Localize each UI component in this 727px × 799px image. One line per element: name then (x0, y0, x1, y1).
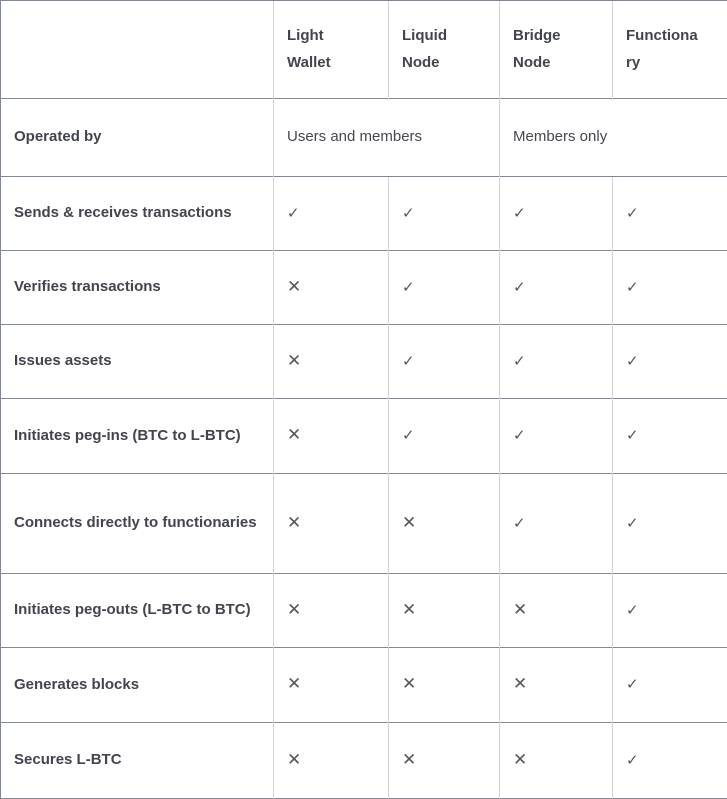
cross-icon: ✕ (402, 513, 416, 533)
mark-cell (389, 574, 500, 648)
row-generates-blocks (1, 648, 727, 723)
mark-cell (274, 474, 389, 574)
mark-cell (613, 474, 727, 574)
mark-cell (500, 325, 613, 399)
column-header-label: Liquid Node (402, 23, 478, 76)
mark-cell (500, 648, 613, 723)
check-icon: ✓ (402, 278, 415, 296)
check-icon: ✓ (402, 352, 415, 370)
check-icon: ✓ (626, 675, 639, 693)
mark-cell (274, 251, 389, 325)
mark-cell (389, 251, 500, 325)
mark-cell (389, 325, 500, 399)
cross-icon: ✕ (287, 750, 301, 770)
row-connects-directly-to-functionaries (1, 474, 727, 574)
cross-icon: ✕ (287, 277, 301, 297)
cross-icon: ✕ (287, 513, 301, 533)
row-label-initiates-peg-ins: Initiates peg-ins (BTC to L-BTC) (1, 399, 274, 474)
check-icon: ✓ (287, 204, 300, 222)
row-initiates-peg-ins (1, 399, 727, 474)
row-operated-by (1, 99, 727, 177)
column-header-functionary (613, 1, 727, 99)
check-icon: ✓ (626, 514, 639, 532)
operated-by-members-only-cell: Members only (500, 99, 727, 177)
check-icon: ✓ (402, 426, 415, 444)
column-header-label: Functionary (626, 23, 702, 76)
row-label-issues-assets: Issues assets (1, 325, 274, 399)
check-icon: ✓ (626, 426, 639, 444)
column-header-label: Light Wallet (287, 23, 363, 76)
row-label-initiates-peg-outs: Initiates peg-outs (L-BTC to BTC) (1, 574, 274, 648)
check-icon: ✓ (513, 352, 526, 370)
cross-icon: ✕ (402, 600, 416, 620)
cross-icon: ✕ (402, 674, 416, 694)
cross-icon: ✕ (287, 600, 301, 620)
mark-cell (389, 177, 500, 251)
mark-cell (500, 574, 613, 648)
row-sends-receives-transactions (1, 177, 727, 251)
mark-cell (389, 723, 500, 799)
row-initiates-peg-outs (1, 574, 727, 648)
mark-cell (274, 574, 389, 648)
check-icon: ✓ (626, 278, 639, 296)
mark-cell (613, 177, 727, 251)
row-label-verifies-transactions: Verifies transactions (1, 251, 274, 325)
check-icon: ✓ (513, 514, 526, 532)
column-header-liquid-node (389, 1, 500, 99)
mark-cell (500, 399, 613, 474)
row-label-sends-receives-transactions: Sends & receives transactions (1, 177, 274, 251)
mark-cell (613, 325, 727, 399)
column-header-label: Bridge Node (513, 23, 589, 76)
check-icon: ✓ (402, 204, 415, 222)
mark-cell (613, 723, 727, 799)
check-icon: ✓ (626, 352, 639, 370)
check-icon: ✓ (513, 278, 526, 296)
mark-cell (274, 723, 389, 799)
cross-icon: ✕ (402, 750, 416, 770)
mark-cell (613, 399, 727, 474)
row-secures-l-btc (1, 723, 727, 799)
cross-icon: ✕ (513, 750, 527, 770)
mark-cell (500, 251, 613, 325)
column-header-light-wallet (274, 1, 389, 99)
mark-cell (500, 723, 613, 799)
cross-icon: ✕ (287, 425, 301, 445)
column-header-bridge-node (500, 1, 613, 99)
mark-cell (389, 399, 500, 474)
row-verifies-transactions (1, 251, 727, 325)
check-icon: ✓ (626, 751, 639, 769)
mark-cell (389, 474, 500, 574)
check-icon: ✓ (513, 426, 526, 444)
mark-cell (613, 648, 727, 723)
check-icon: ✓ (626, 601, 639, 619)
operated-by-users-and-members-cell: Users and members (274, 99, 500, 177)
mark-cell (613, 574, 727, 648)
check-icon: ✓ (626, 204, 639, 222)
mark-cell (274, 177, 389, 251)
header-row (1, 1, 727, 99)
check-icon: ✓ (513, 204, 526, 222)
mark-cell (613, 251, 727, 325)
cross-icon: ✕ (513, 600, 527, 620)
cross-icon: ✕ (287, 351, 301, 371)
row-issues-assets (1, 325, 727, 399)
row-label-connects-directly-to-functionaries: Connects directly to functionaries (1, 474, 274, 574)
cross-icon: ✕ (287, 674, 301, 694)
mark-cell (500, 177, 613, 251)
mark-cell (389, 648, 500, 723)
row-label-secures-l-btc: Secures L-BTC (1, 723, 274, 799)
mark-cell (274, 399, 389, 474)
mark-cell (274, 325, 389, 399)
corner-cell (1, 1, 274, 99)
mark-cell (500, 474, 613, 574)
row-label-operated-by: Operated by (1, 99, 274, 177)
cross-icon: ✕ (513, 674, 527, 694)
row-label-generates-blocks: Generates blocks (1, 648, 274, 723)
mark-cell (274, 648, 389, 723)
